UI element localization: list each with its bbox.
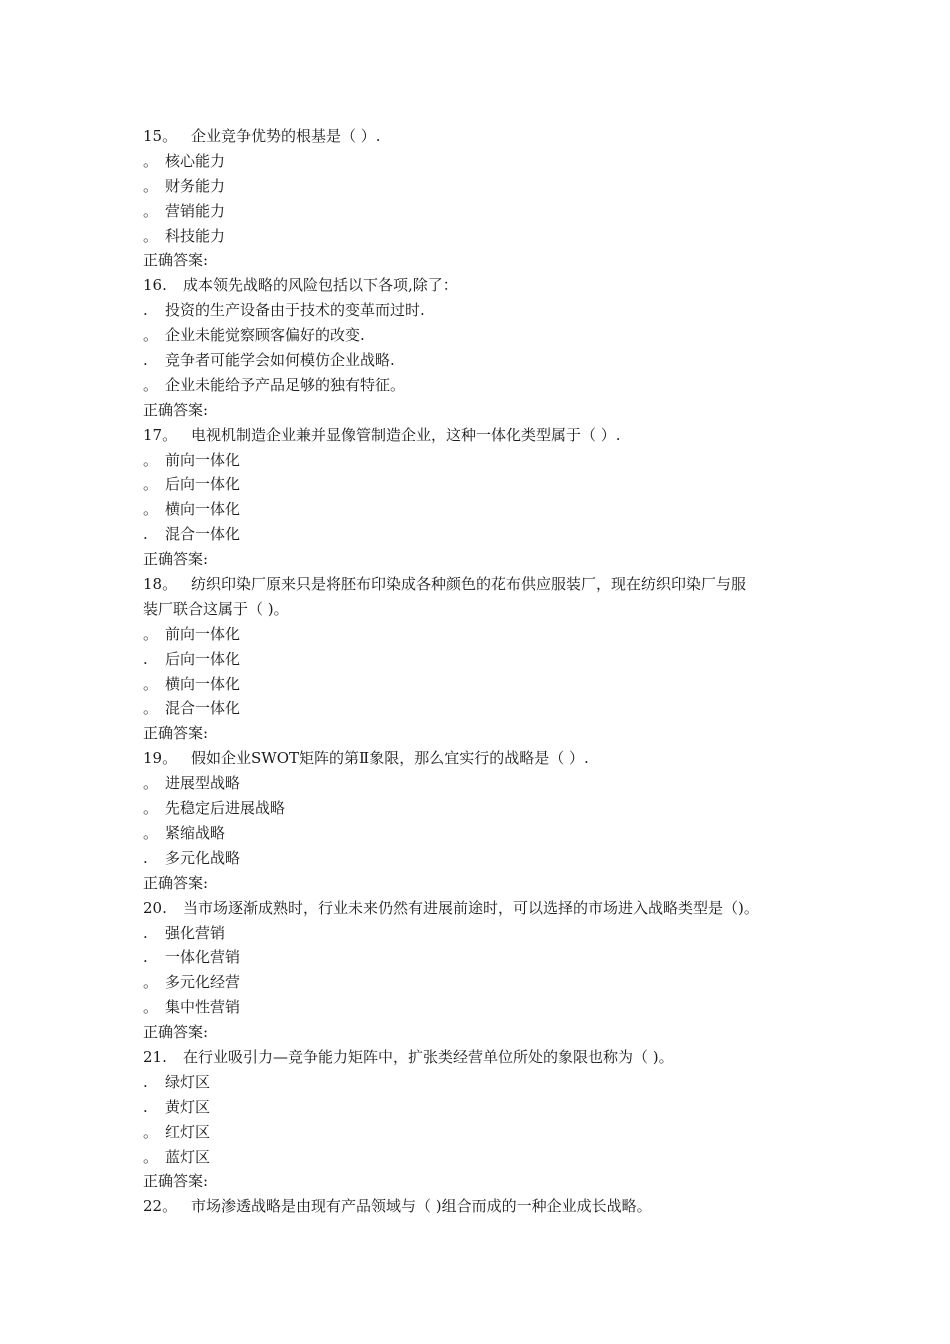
option-marker: 。 xyxy=(143,823,159,842)
question-text: 在行业吸引力—竞争能力矩阵中，扩张类经营单位所处的象限也称为（ )。 xyxy=(183,1047,674,1066)
option-text: 前向一体化 xyxy=(165,624,241,643)
option-item xyxy=(143,672,823,697)
question-block xyxy=(143,896,823,1045)
option-marker: 。 xyxy=(143,176,159,195)
option-text: 财务能力 xyxy=(165,176,226,195)
option-text: 进展型战略 xyxy=(165,774,241,793)
question-text: 假如企业SWOT矩阵的第Ⅱ象限，那么宜实行的战略是（ ）. xyxy=(191,749,589,768)
option-marker: 。 xyxy=(143,699,159,718)
option-text: 后向一体化 xyxy=(165,475,241,494)
answer-label: 正确答案: xyxy=(143,873,209,892)
question-number: 20. xyxy=(143,898,167,917)
option-text: 竞争者可能学会如何模仿企业战略. xyxy=(165,351,395,370)
option-item xyxy=(143,149,823,174)
option-item xyxy=(143,199,823,224)
option-marker: 。 xyxy=(143,998,159,1017)
option-marker: . xyxy=(143,301,148,320)
question-block xyxy=(143,273,823,422)
option-item xyxy=(143,298,823,323)
answer-label: 正确答案: xyxy=(143,1172,209,1191)
question-line xyxy=(143,124,823,149)
option-marker: . xyxy=(143,649,148,668)
option-marker: 。 xyxy=(143,674,159,693)
answer-label: 正确答案: xyxy=(143,400,209,419)
option-text: 多元化战略 xyxy=(165,848,241,867)
option-marker: . xyxy=(143,1072,148,1091)
option-item xyxy=(143,622,823,647)
question-block xyxy=(143,1045,823,1194)
option-text: 后向一体化 xyxy=(165,649,241,668)
option-marker: 。 xyxy=(143,151,159,170)
option-marker: 。 xyxy=(143,226,159,245)
option-text: 投资的生产设备由于技术的变革而过时. xyxy=(165,301,425,320)
question-text-continued: 装厂联合这属于（ )。 xyxy=(143,599,289,618)
option-marker: . xyxy=(143,948,148,967)
question-number: 18。 xyxy=(143,575,178,594)
question-number: 19。 xyxy=(143,749,178,768)
option-item xyxy=(143,921,823,946)
option-marker: . xyxy=(143,848,148,867)
option-marker: 。 xyxy=(143,774,159,793)
answer-label: 正确答案: xyxy=(143,1023,209,1042)
question-number: 15。 xyxy=(143,127,178,145)
option-item xyxy=(143,945,823,970)
question-line xyxy=(143,572,823,597)
option-text: 集中性营销 xyxy=(165,998,241,1017)
option-text: 绿灯区 xyxy=(165,1072,211,1091)
question-block xyxy=(143,1194,823,1219)
option-text: 紧缩战略 xyxy=(165,823,226,842)
option-text: 横向一体化 xyxy=(165,674,241,693)
option-text: 横向一体化 xyxy=(165,500,241,519)
question-block xyxy=(143,423,823,572)
option-marker: 。 xyxy=(143,1122,159,1141)
option-text: 混合一体化 xyxy=(165,525,241,544)
option-marker: 。 xyxy=(143,500,159,519)
option-text: 前向一体化 xyxy=(165,450,241,469)
option-item xyxy=(143,1145,823,1170)
answer-label: 正确答案: xyxy=(143,550,209,569)
document-body xyxy=(143,124,823,1219)
option-item xyxy=(143,696,823,721)
question-text: 当市场逐渐成熟时，行业未来仍然有进展前途时，可以选择的市场进入战略类型是（)。 xyxy=(183,898,759,917)
option-item xyxy=(143,821,823,846)
question-text: 企业竞争优势的根基是（ ）. xyxy=(191,127,381,145)
question-text: 成本领先战略的风险包括以下各项,除了： xyxy=(183,276,458,295)
answer-label: 正确答案: xyxy=(143,251,209,270)
option-text: 企业未能觉察顾客偏好的改变. xyxy=(165,326,365,345)
question-block xyxy=(143,572,823,746)
option-item xyxy=(143,472,823,497)
option-marker: 。 xyxy=(143,973,159,992)
option-marker: 。 xyxy=(143,475,159,494)
option-marker: 。 xyxy=(143,326,159,345)
option-item xyxy=(143,497,823,522)
option-item xyxy=(143,995,823,1020)
question-text: 纺织印染厂原来只是将胚布印染成各种颜色的花布供应服装厂，现在纺织印染厂与服 xyxy=(191,575,747,594)
option-item xyxy=(143,348,823,373)
option-text: 企业未能给予产品足够的独有特征。 xyxy=(165,375,406,394)
option-marker: . xyxy=(143,923,148,942)
option-item xyxy=(143,796,823,821)
option-item xyxy=(143,771,823,796)
option-text: 混合一体化 xyxy=(165,699,241,718)
option-item xyxy=(143,1070,823,1095)
option-item xyxy=(143,970,823,995)
option-text: 先稳定后进展战略 xyxy=(165,799,286,818)
question-line xyxy=(143,896,823,921)
option-text: 核心能力 xyxy=(165,151,226,170)
option-text: 营销能力 xyxy=(165,201,226,220)
option-text: 红灯区 xyxy=(165,1122,211,1141)
option-marker: 。 xyxy=(143,201,159,220)
question-line xyxy=(143,746,823,771)
question-block xyxy=(143,124,823,273)
option-item xyxy=(143,373,823,398)
question-number: 21. xyxy=(143,1047,167,1066)
question-text: 市场渗透战略是由现有产品领域与（ )组合而成的一种企业成长战略。 xyxy=(191,1197,652,1216)
option-item xyxy=(143,522,823,547)
option-text: 蓝灯区 xyxy=(165,1147,211,1166)
option-text: 一体化营销 xyxy=(165,948,241,967)
option-item xyxy=(143,1095,823,1120)
option-item xyxy=(143,174,823,199)
question-line xyxy=(143,423,823,448)
question-text: 电视机制造企业兼并显像管制造企业，这种一体化类型属于（ ）. xyxy=(191,425,621,444)
option-marker: 。 xyxy=(143,375,159,394)
option-text: 强化营销 xyxy=(165,923,226,942)
question-line xyxy=(143,1045,823,1070)
option-text: 黄灯区 xyxy=(165,1097,211,1116)
option-marker: 。 xyxy=(143,624,159,643)
option-marker: . xyxy=(143,1097,148,1116)
option-text: 科技能力 xyxy=(165,226,226,245)
option-item xyxy=(143,846,823,871)
option-marker: . xyxy=(143,351,148,370)
option-marker: . xyxy=(143,525,148,544)
option-text: 多元化经营 xyxy=(165,973,241,992)
option-item xyxy=(143,224,823,249)
option-marker: 。 xyxy=(143,450,159,469)
question-number: 16. xyxy=(143,276,167,295)
question-line xyxy=(143,273,823,298)
question-number: 22。 xyxy=(143,1197,178,1216)
question-number: 17。 xyxy=(143,425,178,444)
question-line xyxy=(143,1194,823,1219)
question-block xyxy=(143,746,823,895)
option-item xyxy=(143,323,823,348)
option-marker: 。 xyxy=(143,1147,159,1166)
option-marker: 。 xyxy=(143,799,159,818)
option-item xyxy=(143,647,823,672)
answer-label: 正确答案: xyxy=(143,724,209,743)
option-item xyxy=(143,448,823,473)
option-item xyxy=(143,1120,823,1145)
